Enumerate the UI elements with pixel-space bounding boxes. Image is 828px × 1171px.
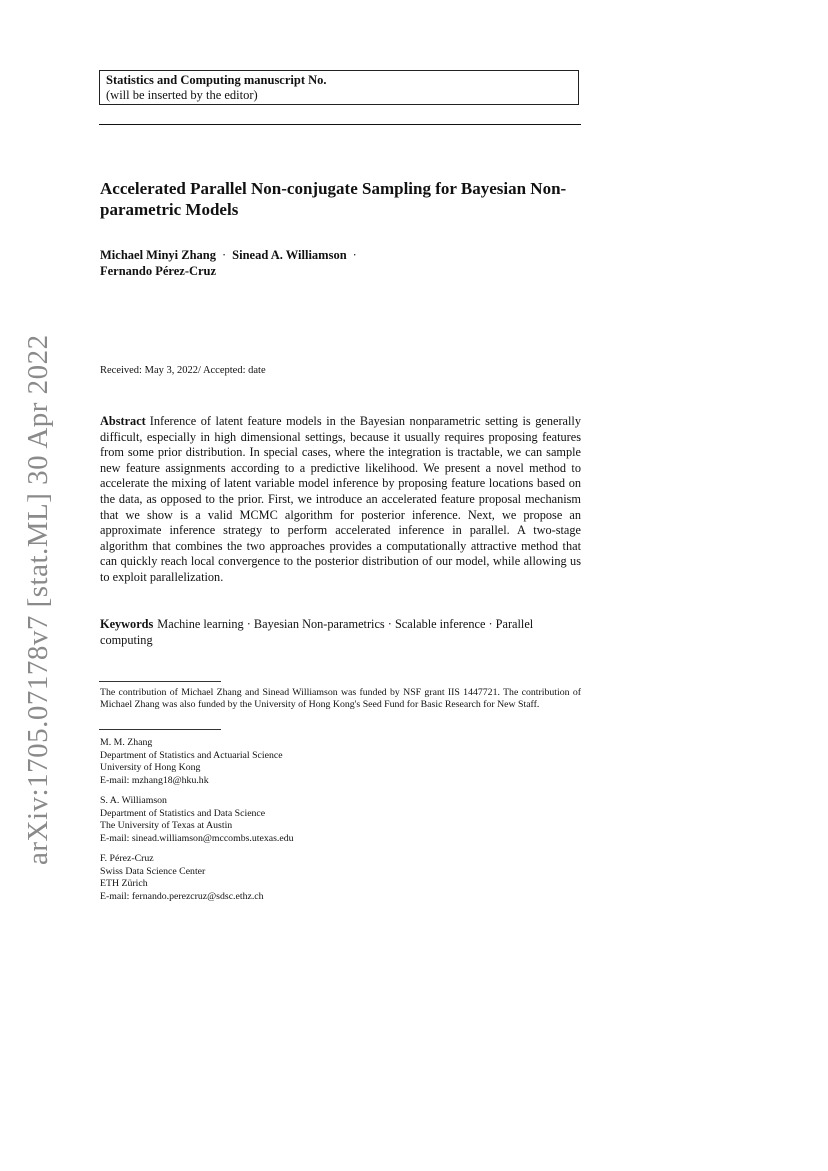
affiliation-block — [100, 853, 500, 903]
abstract — [100, 414, 581, 586]
affiliation-institution: The University of Texas at Austin — [100, 820, 233, 831]
affiliation-department: Department of Statistics and Data Science — [100, 807, 266, 819]
affiliation-name: F. Pérez-Cruz — [100, 853, 154, 864]
author-separator: · — [352, 248, 357, 262]
affiliation-email: E-mail: fernando.perezcruz@sdsc.ethz.ch — [100, 890, 264, 902]
journal-line: Statistics and Computing manuscript No. — [106, 73, 327, 87]
footnote-rule — [99, 681, 221, 682]
author-name: Fernando Pérez-Cruz — [100, 264, 217, 278]
keywords-text: Machine learning · Bayesian Non-parametrics · Scalable inference · Parallel computing — [100, 617, 534, 647]
keywords — [100, 617, 581, 648]
affiliation-name: S. A. Williamson — [100, 795, 167, 806]
affiliation-department: Swiss Data Science Center — [100, 865, 206, 877]
editor-note-line: (will be inserted by the editor) — [106, 88, 258, 102]
abstract-text: Inference of latent feature models in the Bayesian nonparametric setting is generally difficult, especially in high dimensional settings, because it usually requires proposing features from some prior distribution. In special cases, where the integration is tractable, we can sample new feature assignments according to a predictive likelihood. We present a novel method to accelerate the mixing of latent variable model inference by proposing feature locations based on the data, as opposed to the prior. First, we introduce an accelerated feature proposal mechanism that we show is a valid MCMC algorithm for posterior inference. Next, we propose an approximate inference strategy to perform accelerated inference in parallel. A two-stage algorithm that combines the two approaches provides a computationally attractive method that can quickly reach local convergence to the posterior distribution of our model, while allowing us to exploit parallelization. — [100, 414, 581, 584]
editor-info-box — [99, 70, 579, 105]
keywords-label: Keywords — [100, 617, 154, 631]
received-date: Received: May 3, 2022/ Accepted: date — [100, 365, 266, 376]
affiliation-institution: ETH Zürich — [100, 878, 148, 889]
affiliation-rule — [99, 729, 221, 730]
header-rule — [99, 124, 581, 125]
author-name: Sinead A. Williamson — [232, 248, 347, 262]
affiliation-name: M. M. Zhang — [100, 737, 153, 748]
affiliation-email: E-mail: sinead.williamson@mccombs.utexas.edu — [100, 832, 294, 844]
author-separator: · — [221, 248, 227, 262]
abstract-label: Abstract — [100, 414, 146, 428]
affiliation-block — [100, 737, 500, 787]
affiliation-block — [100, 795, 500, 845]
affiliation-institution: University of Hong Kong — [100, 762, 201, 773]
paper-title: Accelerated Parallel Non-conjugate Sampling for Bayesian Non-parametric Models — [100, 179, 567, 219]
author-list — [100, 247, 580, 279]
arxiv-identifier-stamp: arXiv:1705.07178v7 [stat.ML] 30 Apr 2022 — [22, 334, 54, 865]
affiliation-email: E-mail: mzhang18@hku.hk — [100, 774, 209, 786]
author-name: Michael Minyi Zhang — [100, 248, 216, 262]
affiliation-department: Department of Statistics and Actuarial Science — [100, 749, 283, 761]
funding-footnote: The contribution of Michael Zhang and Sinead Williamson was funded by NSF grant IIS 1447721. The contribution of Michael Zhang was also funded by the University of Hong Kong's Seed Fund for Basic Research for New Staff. — [100, 687, 581, 711]
